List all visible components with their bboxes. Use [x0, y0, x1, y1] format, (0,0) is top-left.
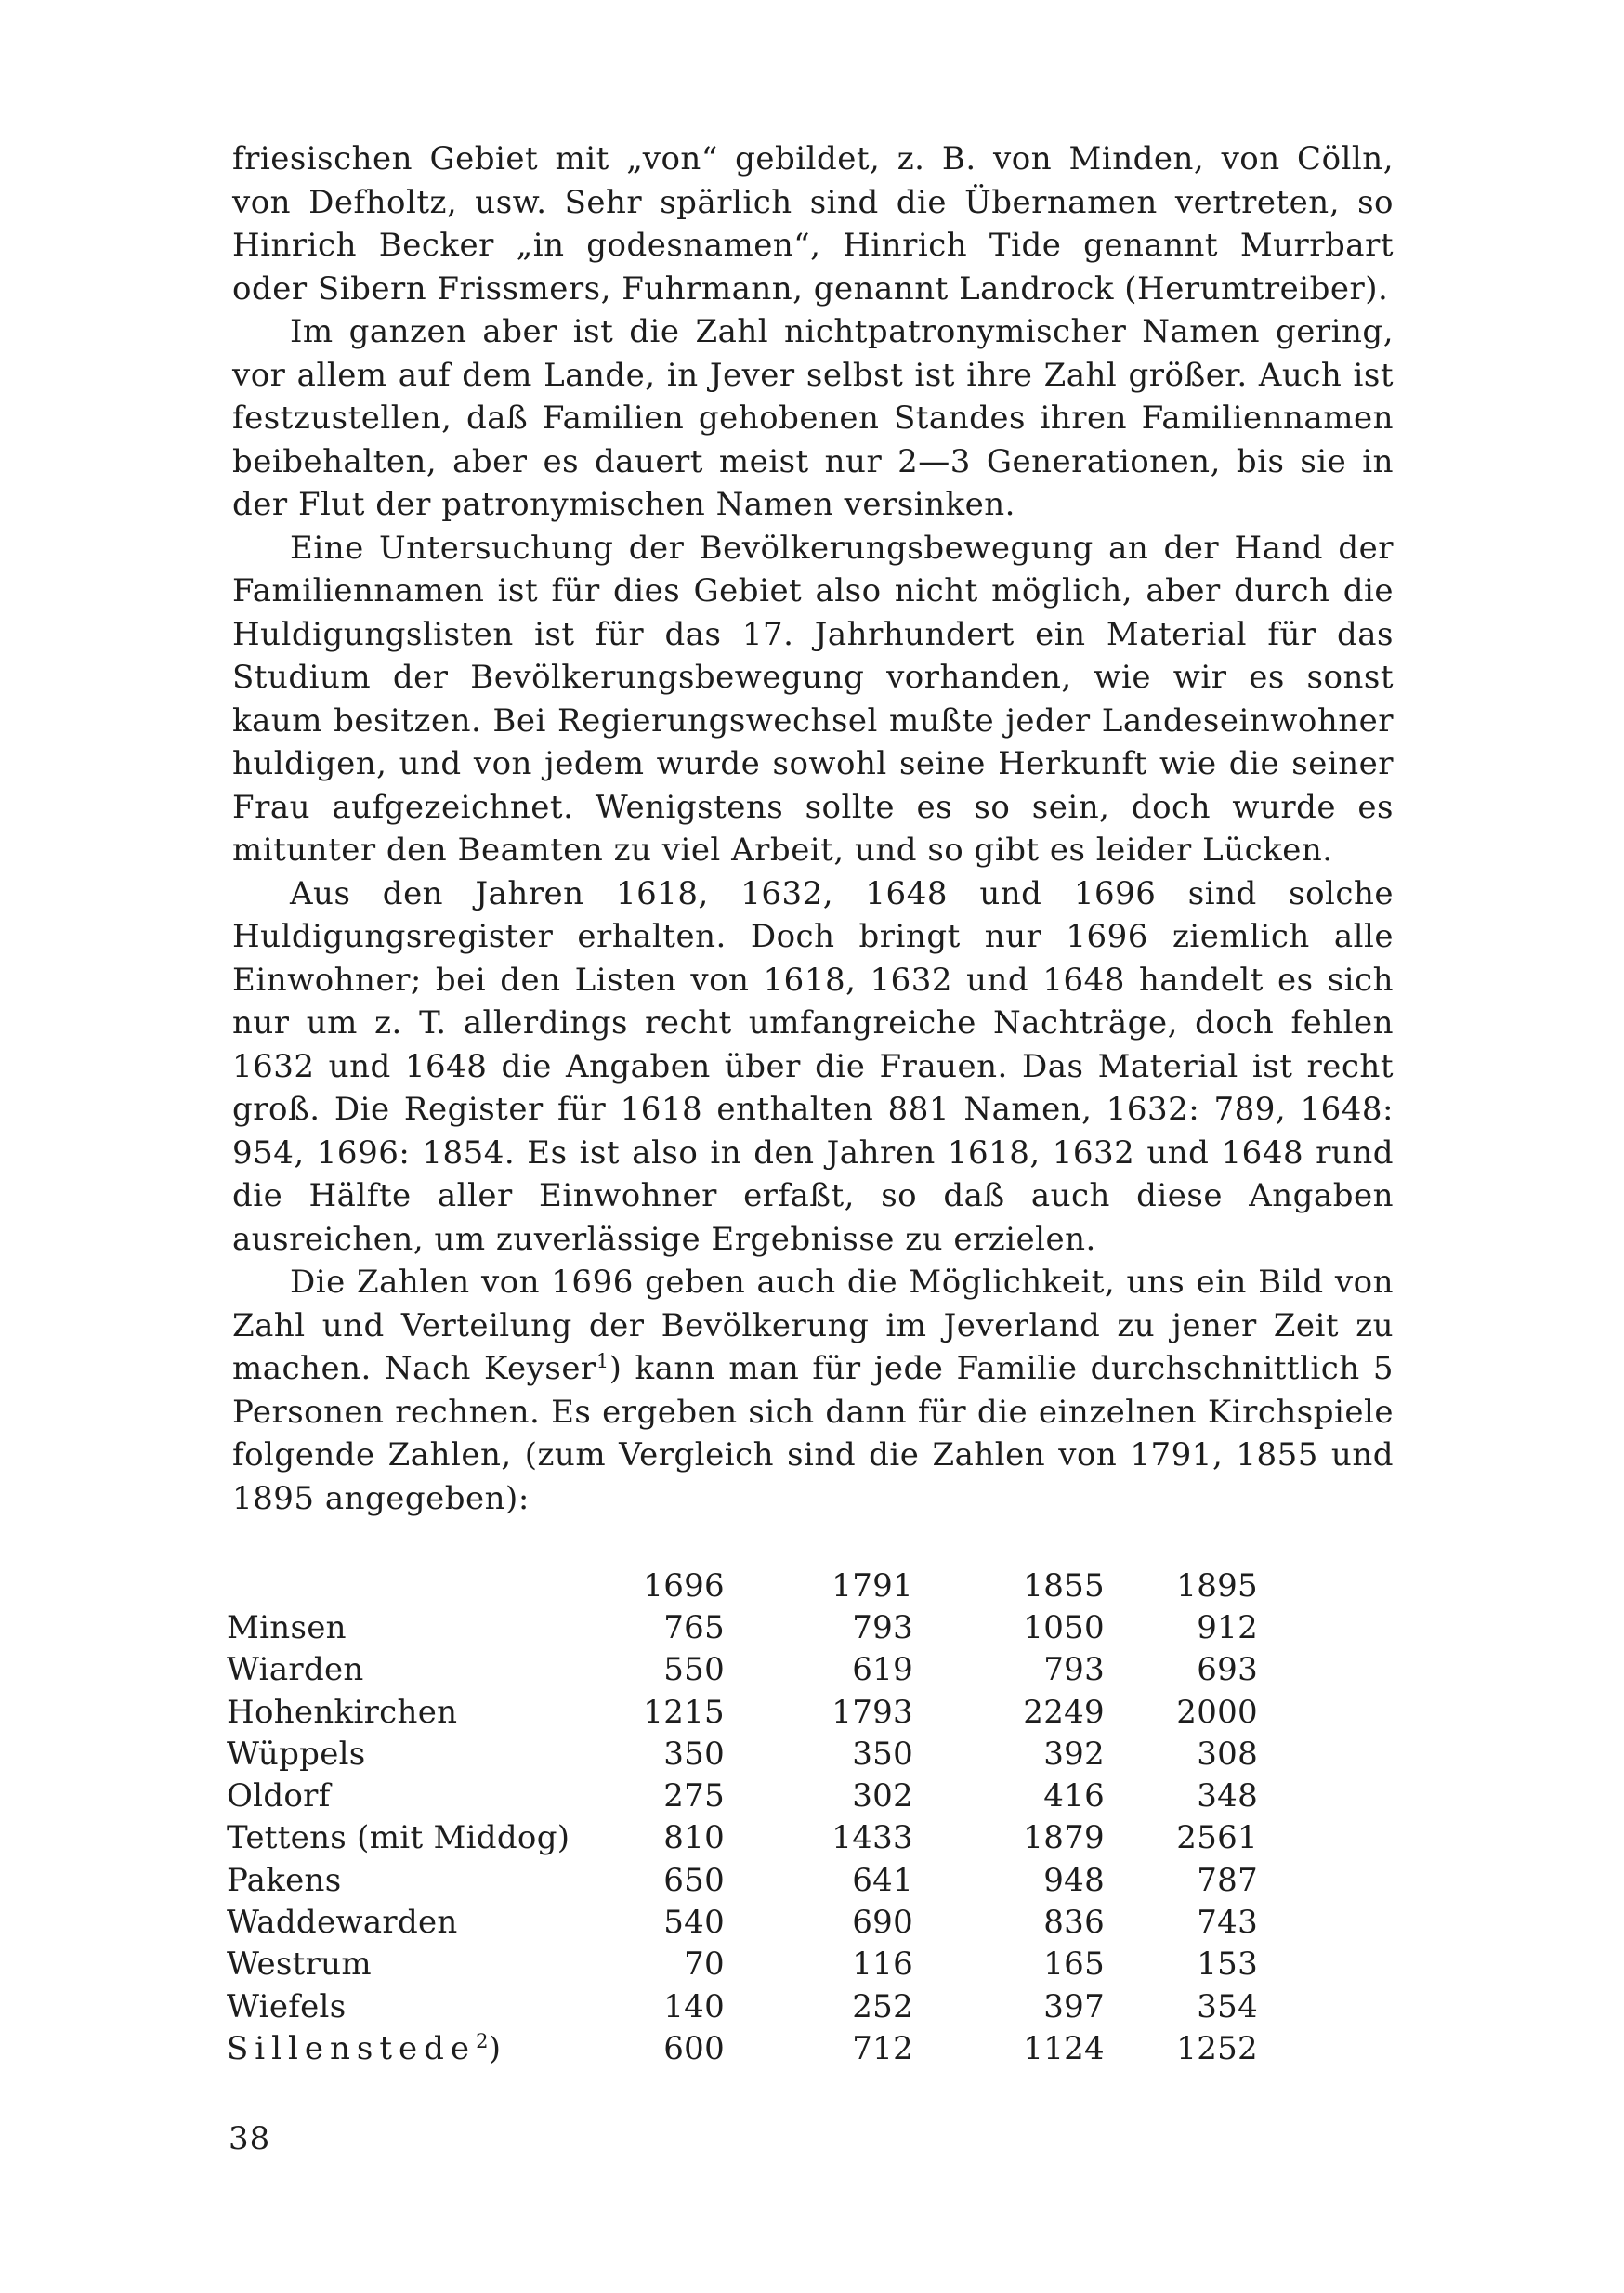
- table-cell: 397: [1043, 1987, 1105, 2025]
- table-cell: 1050: [1023, 1608, 1105, 1646]
- table-header-row: [227, 1565, 1258, 1606]
- table-cell: 1433: [832, 1819, 913, 1857]
- table-cell: 354: [1197, 1987, 1258, 2025]
- table-row: [227, 1733, 1258, 1775]
- parish-name-close: ): [488, 2029, 502, 2067]
- table-cell: 2000: [1176, 1693, 1258, 1731]
- table-cell: 116: [852, 1946, 913, 1984]
- table-cell: 693: [1197, 1651, 1258, 1689]
- paragraph-4: Aus den Jahren 1618, 1632, 1648 und 1696 sind solche Huldigungsregister erhalten. Doch bringt nur 1696 ziemlich alle Einwohner; bei den Listen von 1618, 1632 und 1648 handelt es sich nur um z. T. allerdings recht umfangreiche Nachträge, doch fehlen 1632 und 1648 die Angaben über die Frauen. Das Material ist recht groß. Die Register für 1618 enthalten 881 Namen, 1632: 789, 1648: 954, 1696: 1854. Es ist also in den Jahren 1618, 1632 und 1648 rund die Hälfte aller Einwohner erfaßt, so daß auch diese Angaben ausreichen, um zuverlässige Ergebnisse zu erzielen.: [232, 874, 1394, 1258]
- table-cell: 1215: [643, 1693, 725, 1731]
- table-cell: 275: [663, 1777, 725, 1815]
- parish-name: Tettens (mit Middog): [227, 1819, 570, 1857]
- year-header: 1855: [1023, 1566, 1105, 1605]
- table-cell: 690: [852, 1904, 913, 1942]
- table-cell: 1252: [1176, 2029, 1258, 2067]
- table-cell: 350: [852, 1735, 913, 1773]
- table-row: [227, 1944, 1258, 1985]
- table-cell: 302: [852, 1777, 913, 1815]
- table-cell: 416: [1043, 1777, 1105, 1815]
- parish-name: Wüppels: [227, 1735, 366, 1773]
- table-row: [227, 1901, 1258, 1943]
- parish-name: Oldorf: [227, 1777, 331, 1815]
- table-cell: 793: [1043, 1651, 1105, 1689]
- table-cell: 641: [852, 1861, 913, 1899]
- table-cell: 793: [852, 1608, 913, 1646]
- paragraph-5-text-after: ) kann man für jede Familie durchschnittlich 5 Personen rechnen. Es ergeben sich dann für die einzelnen Kirchspiele folgende Zahlen, (zum Vergleich sind die Zahlen von 1791, 1855 und 1895 angegeben):: [232, 1350, 1394, 1517]
- table-cell: 140: [663, 1987, 725, 2025]
- table-cell: 252: [852, 1987, 913, 2025]
- parish-name-text: Sillenstede: [227, 2029, 477, 2067]
- parish-name: Pakens: [227, 1861, 342, 1899]
- paragraph-5-text-before: Die Zahlen von 1696 geben auch die Möglichkeit, uns ein Bild von Zahl und Verteilung der Bevölkerung im Jeverland zu jener Zeit zu machen. Nach Keyser: [232, 1264, 1394, 1387]
- parish-name: Wiefels: [227, 1987, 347, 2025]
- table-cell: 348: [1197, 1777, 1258, 1815]
- table-cell: 540: [663, 1904, 725, 1942]
- table-cell: 392: [1043, 1735, 1105, 1773]
- table-row: [227, 2027, 1258, 2069]
- table-cell: 712: [852, 2029, 913, 2067]
- table-cell: 350: [663, 1735, 725, 1773]
- paragraph-3: Eine Untersuchung der Bevölkerungsbewegung an der Hand der Familiennamen ist für dies Gebiet also nicht möglich, aber durch die Huldigungslisten ist für das 17. Jahrhundert ein Material für das Studium der Bevölkerungsbewegung vorhanden, wie wir es sonst kaum besitzen. Bei Regierungswechsel mußte jeder Landeseinwohner huldigen, und von jedem wurde sowohl seine Herkunft wie die seiner Frau aufgezeichnet. Wenigstens sollte es so sein, doch wurde es mitunter den Beamten zu viel Arbeit, und so gibt es leider Lücken.: [232, 529, 1394, 869]
- parish-name: Waddewarden: [227, 1904, 458, 1942]
- table-row: [227, 1985, 1258, 2027]
- paragraph-1: friesischen Gebiet mit „von“ gebildet, z. B. von Minden, von Cölln, von Defholtz, usw. Sehr spärlich sind die Übernamen vertreten, so Hinrich Becker „in godesnamen“, Hinrich Tide genannt Murrbart oder Sibern Frissmers, Fuhrmann, genannt Landrock (Herumtreiber).: [232, 140, 1394, 308]
- table-cell: 600: [663, 2029, 725, 2067]
- parish-name: [227, 2027, 602, 2069]
- table-cell: 1879: [1023, 1819, 1105, 1857]
- population-table: [227, 1565, 1258, 2070]
- table-cell: 1793: [832, 1693, 913, 1731]
- table-cell: 308: [1197, 1735, 1258, 1773]
- year-header: 1895: [1176, 1566, 1258, 1605]
- page-number: 38: [229, 2120, 271, 2157]
- table-corner-cell: [227, 1565, 602, 1606]
- table-row: [227, 1691, 1258, 1733]
- paragraph-5: [232, 1261, 1394, 1520]
- paragraph-2: Im ganzen aber ist die Zahl nichtpatronymischer Namen gering, vor allem auf dem Lande, in Jever selbst ist ihre Zahl größer. Auch ist festzustellen, daß Familien gehobenen Standes ihren Familiennamen beibehalten, aber es dauert meist nur 2—3 Generationen, bis sie in der Flut der patronymischen Namen versinken.: [232, 313, 1394, 523]
- footnote-mark-1: 1: [596, 1350, 609, 1372]
- table-cell: 650: [663, 1861, 725, 1899]
- table-cell: 743: [1197, 1904, 1258, 1942]
- table-row: [227, 1817, 1258, 1859]
- table-cell: 619: [852, 1651, 913, 1689]
- table-cell: 948: [1043, 1861, 1105, 1899]
- footnote-mark-2: 2: [476, 2029, 489, 2052]
- table-row: [227, 1775, 1258, 1816]
- page-body: [232, 138, 1394, 1520]
- table-row: [227, 1859, 1258, 1901]
- year-header: 1791: [832, 1566, 913, 1605]
- table-cell: 836: [1043, 1904, 1105, 1942]
- table-cell: 550: [663, 1651, 725, 1689]
- table-cell: 153: [1197, 1946, 1258, 1984]
- parish-name: Minsen: [227, 1608, 347, 1646]
- table-cell: 787: [1197, 1861, 1258, 1899]
- table-cell: 2249: [1023, 1693, 1105, 1731]
- table-row: [227, 1649, 1258, 1691]
- table-cell: 912: [1197, 1608, 1258, 1646]
- table-cell: 810: [663, 1819, 725, 1857]
- table-row: [227, 1606, 1258, 1648]
- table-cell: 70: [684, 1946, 725, 1984]
- table-cell: 2561: [1176, 1819, 1258, 1857]
- table-cell: 1124: [1023, 2029, 1105, 2067]
- table-cell: 165: [1043, 1946, 1105, 1984]
- parish-name: Hohenkirchen: [227, 1693, 458, 1731]
- parish-name: Wiarden: [227, 1651, 364, 1689]
- table-cell: 765: [663, 1608, 725, 1646]
- parish-name: Westrum: [227, 1946, 372, 1984]
- year-header: 1696: [643, 1566, 725, 1605]
